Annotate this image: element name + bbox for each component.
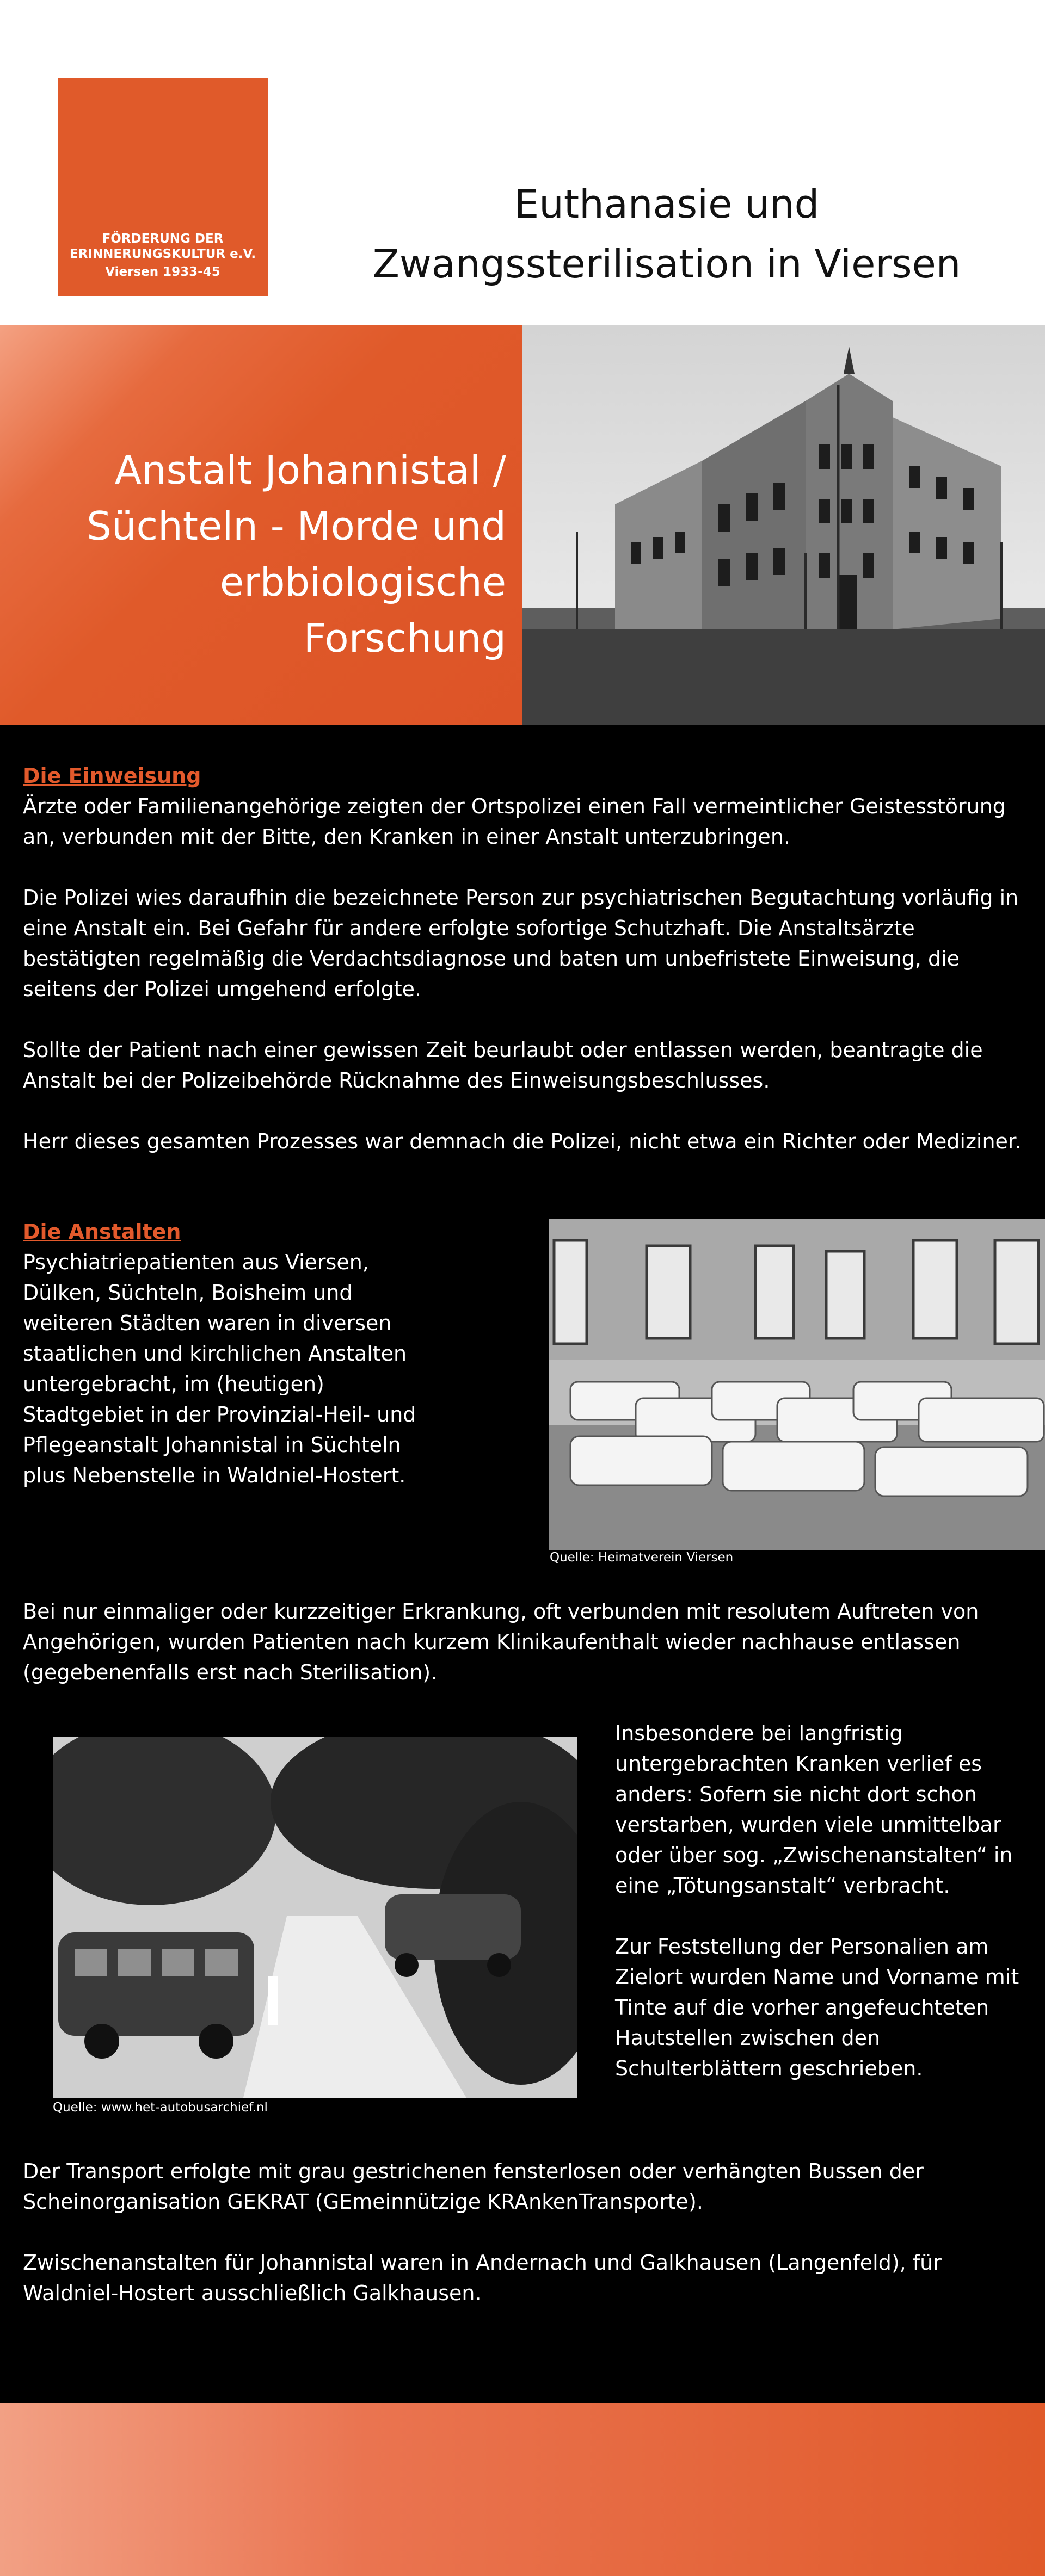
anstalten-paragraph-1: Psychiatriepatienten aus Viersen, Dülken, Süchteln, Boisheim und weiteren Städten waren in diversen staatlichen und kirchlichen Anstalten untergebracht, im (heutigen) Stadtgebiet in der Provinzial-Heil- und Pflegeanstalt Johannistal in Süchteln plus Nebenstelle in Waldniel-Hostert. [23, 1250, 416, 1487]
section-heading-anstalten: Die Anstalten [23, 1220, 181, 1244]
dormitory-photo-image [549, 1219, 1045, 1550]
hero-banner [0, 325, 522, 725]
einweisung-paragraph-1: Ärzte oder Familienangehörige zeigten der Ortspolizei einen Fall vermeintlicher Geistesstörung an, verbunden mit der Bitte, den Kranken in einer Anstalt unterzubringen. [23, 794, 1006, 849]
page-title-line-2: Zwangssterilisation in Viersen [372, 241, 961, 287]
bus-photo-image [53, 1737, 577, 2098]
transport-paragraph-1: Insbesondere bei langfristig untergebrachten Kranken verlief es anders: Sofern sie nicht dort schon verstarben, wurden viele unmittelbar oder über sog. „Zwischenanstalten“ in eine „Tötungsanstalt“ verbracht. [615, 1721, 1013, 1898]
hero-title [16, 442, 506, 666]
bus-photo [53, 1737, 577, 2098]
footer-banner [0, 2403, 1045, 2576]
section-anstalten [23, 1216, 447, 1491]
anstalten-paragraph-2: Bei nur einmaliger oder kurzzeitiger Erkrankung, oft verbunden mit resolutem Auftreten von Angehörigen, wurden Patienten nach kurzem Klinikaufenthalt wieder nachhause entlassen (gegebenenfalls erst nach Sterilisation). [23, 1599, 979, 1684]
logo-line-1: FÖRDERUNG DER [102, 232, 224, 246]
section-einweisung [23, 761, 1024, 1157]
dormitory-photo-caption: Quelle: Heimatverein Viersen [550, 1550, 734, 1565]
section-anstalten-continued [23, 1596, 1024, 1688]
section-transport-side [615, 1718, 1029, 2084]
logo-line-3: Viersen 1933-45 [105, 265, 220, 279]
section-heading-einweisung: Die Einweisung [23, 764, 201, 788]
page-title-line-1: Euthanasie und [514, 181, 820, 227]
building-photo [522, 325, 1045, 725]
hero-title-line-1: Anstalt Johannistal / [114, 447, 506, 493]
logo-line-2: ERINNERUNGSKULTUR e.V. [69, 247, 256, 261]
section-transport [23, 2156, 1024, 2308]
bus-photo-caption: Quelle: www.het-autobusarchief.nl [53, 2101, 268, 2115]
transport-paragraph-2: Zur Feststellung der Personalien am Zielort wurden Name und Vorname mit Tinte auf die vorher angefeuchteten Hautstellen zwischen den Schulterblättern geschrieben. [615, 1935, 1019, 2080]
einweisung-paragraph-4: Herr dieses gesamten Prozesses war demnach die Polizei, nicht etwa ein Richter oder Mediziner. [23, 1129, 1022, 1153]
einweisung-paragraph-3: Sollte der Patient nach einer gewissen Zeit beurlaubt oder entlassen werden, beantragte die Anstalt bei der Polizeibehörde Rücknahme des Einweisungsbeschlusses. [23, 1038, 983, 1092]
hero-title-line-4: Forschung [303, 615, 506, 661]
hero-title-line-3: erbbiologische [219, 559, 506, 605]
dormitory-photo [549, 1219, 1045, 1550]
hero-title-line-2: Süchteln - Morde und [87, 503, 506, 549]
transport-paragraph-3: Der Transport erfolgte mit grau gestrichenen fensterlosen oder verhängten Bussen der Scheinorganisation GEKRAT (GEmeinnützige KRAnkenTransporte). [23, 2159, 924, 2214]
building-photo-image [522, 325, 1045, 725]
page-title [327, 174, 1007, 294]
organization-logo [58, 78, 268, 296]
transport-paragraph-4: Zwischenanstalten für Johannistal waren in Andernach und Galkhausen (Langenfeld), für Waldniel-Hostert ausschließlich Galkhausen. [23, 2251, 942, 2305]
einweisung-paragraph-2: Die Polizei wies daraufhin die bezeichnete Person zur psychiatrischen Begutachtung vorläufig in eine Anstalt ein. Bei Gefahr für andere erfolgte sofortige Schutzhaft. Die Anstaltsärzte bestätigten regelmäßig die Verdachtsdiagnose und baten um unbefristete Einweisung, die seitens der Polizei umgehend erfolgte. [23, 886, 1019, 1001]
